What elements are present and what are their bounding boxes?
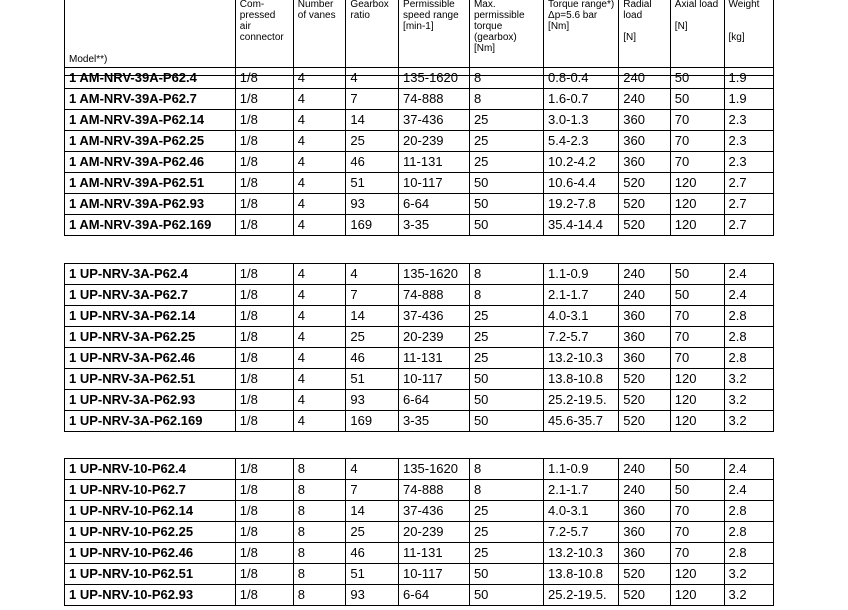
cell-torque-range: 13.2-10.3: [544, 543, 619, 564]
cell-number-of-vanes: 4: [293, 348, 346, 369]
cell-gearbox-ratio: 46: [346, 543, 399, 564]
cell-model: 1 AM-NRV-39A-P62.46: [65, 152, 236, 173]
cell-gearbox-ratio: 4: [346, 68, 399, 89]
cell-axial-load: 120: [670, 390, 724, 411]
cell-number-of-vanes: 8: [293, 585, 346, 606]
cell-speed-range: 74-888: [399, 480, 470, 501]
cell-max-torque: 50: [469, 411, 543, 432]
cell-torque-range: 5.4-2.3: [544, 131, 619, 152]
cell-number-of-vanes: 4: [293, 173, 346, 194]
cell-radial-load: 240: [619, 480, 671, 501]
cell-weight: 2.7: [724, 173, 774, 194]
cell-number-of-vanes: 4: [293, 390, 346, 411]
cell-model: 1 AM-NRV-39A-P62.25: [65, 131, 236, 152]
header-model: Model**): [65, 0, 236, 76]
table-row: [65, 411, 774, 432]
cell-axial-load: 50: [670, 68, 724, 89]
cell-number-of-vanes: 4: [293, 306, 346, 327]
cell-radial-load: 240: [619, 459, 671, 480]
cell-gearbox-ratio: 51: [346, 564, 399, 585]
table-row: [65, 215, 774, 236]
cell-air-connector: 1/8: [235, 369, 293, 390]
cell-air-connector: 1/8: [235, 411, 293, 432]
header-row: [65, 0, 774, 76]
cell-torque-range: 1.1-0.9: [544, 264, 619, 285]
cell-max-torque: 50: [469, 194, 543, 215]
spec-table-group-up-3a: [64, 263, 774, 432]
header-gearbox-ratio: Gearbox ratio: [346, 0, 399, 76]
cell-weight: 2.3: [724, 152, 774, 173]
cell-radial-load: 360: [619, 501, 671, 522]
cell-gearbox-ratio: 51: [346, 173, 399, 194]
cell-radial-load: 360: [619, 543, 671, 564]
cell-gearbox-ratio: 46: [346, 152, 399, 173]
cell-model: 1 UP-NRV-10-P62.7: [65, 480, 236, 501]
cell-max-torque: 8: [469, 264, 543, 285]
header-speed-range: Permissible speed range [min-1]: [399, 0, 470, 76]
cell-axial-load: 120: [670, 215, 724, 236]
cell-axial-load: 70: [670, 501, 724, 522]
cell-max-torque: 25: [469, 110, 543, 131]
cell-radial-load: 240: [619, 68, 671, 89]
cell-air-connector: 1/8: [235, 173, 293, 194]
cell-gearbox-ratio: 51: [346, 369, 399, 390]
cell-torque-range: 13.8-10.8: [544, 369, 619, 390]
table-row: [65, 173, 774, 194]
cell-number-of-vanes: 4: [293, 264, 346, 285]
table-row: [65, 110, 774, 131]
table-row: [65, 480, 774, 501]
cell-gearbox-ratio: 14: [346, 501, 399, 522]
header-max-torque: Max. permissible torque (gearbox) [Nm]: [469, 0, 543, 76]
cell-weight: 2.8: [724, 327, 774, 348]
cell-weight: 2.7: [724, 215, 774, 236]
cell-gearbox-ratio: 169: [346, 215, 399, 236]
table-row: [65, 501, 774, 522]
cell-torque-range: 3.0-1.3: [544, 110, 619, 131]
cell-axial-load: 70: [670, 327, 724, 348]
cell-gearbox-ratio: 14: [346, 110, 399, 131]
cell-number-of-vanes: 4: [293, 327, 346, 348]
table-row: [65, 306, 774, 327]
cell-gearbox-ratio: 46: [346, 348, 399, 369]
cell-model: 1 UP-NRV-3A-P62.14: [65, 306, 236, 327]
cell-torque-range: 1.6-0.7: [544, 89, 619, 110]
cell-gearbox-ratio: 25: [346, 131, 399, 152]
cell-speed-range: 3-35: [399, 215, 470, 236]
cell-max-torque: 8: [469, 285, 543, 306]
cell-speed-range: 74-888: [399, 89, 470, 110]
cell-air-connector: 1/8: [235, 348, 293, 369]
cell-max-torque: 25: [469, 327, 543, 348]
cell-speed-range: 11-131: [399, 543, 470, 564]
cell-number-of-vanes: 4: [293, 89, 346, 110]
cell-air-connector: 1/8: [235, 152, 293, 173]
cell-gearbox-ratio: 4: [346, 264, 399, 285]
cell-radial-load: 520: [619, 215, 671, 236]
cell-max-torque: 25: [469, 522, 543, 543]
cell-air-connector: 1/8: [235, 459, 293, 480]
cell-max-torque: 25: [469, 501, 543, 522]
cell-axial-load: 50: [670, 285, 724, 306]
cell-max-torque: 25: [469, 348, 543, 369]
cell-axial-load: 120: [670, 194, 724, 215]
cell-speed-range: 37-436: [399, 110, 470, 131]
cell-max-torque: 8: [469, 89, 543, 110]
cell-axial-load: 70: [670, 348, 724, 369]
cell-radial-load: 520: [619, 369, 671, 390]
cell-axial-load: 70: [670, 152, 724, 173]
cell-speed-range: 11-131: [399, 348, 470, 369]
cell-radial-load: 520: [619, 173, 671, 194]
cell-axial-load: 120: [670, 411, 724, 432]
cell-axial-load: 50: [670, 480, 724, 501]
cell-air-connector: 1/8: [235, 131, 293, 152]
cell-air-connector: 1/8: [235, 215, 293, 236]
table-row: [65, 543, 774, 564]
cell-speed-range: 37-436: [399, 306, 470, 327]
cell-gearbox-ratio: 7: [346, 89, 399, 110]
cell-model: 1 UP-NRV-10-P62.51: [65, 564, 236, 585]
cell-speed-range: 37-436: [399, 501, 470, 522]
header-axial-load: Axial load [N]: [670, 0, 724, 76]
cell-max-torque: 8: [469, 459, 543, 480]
cell-gearbox-ratio: 25: [346, 522, 399, 543]
cell-air-connector: 1/8: [235, 564, 293, 585]
cell-weight: 2.8: [724, 501, 774, 522]
cell-radial-load: 240: [619, 89, 671, 110]
cell-number-of-vanes: 4: [293, 131, 346, 152]
cell-torque-range: 10.6-4.4: [544, 173, 619, 194]
table-row: [65, 194, 774, 215]
table-row: [65, 89, 774, 110]
spec-table-group-up-10: [64, 458, 774, 606]
cell-max-torque: 50: [469, 564, 543, 585]
table-row: [65, 131, 774, 152]
table-row: [65, 327, 774, 348]
cell-air-connector: 1/8: [235, 110, 293, 131]
cell-number-of-vanes: 4: [293, 411, 346, 432]
cell-max-torque: 50: [469, 390, 543, 411]
cell-torque-range: 4.0-3.1: [544, 306, 619, 327]
cell-weight: 3.2: [724, 369, 774, 390]
cell-radial-load: 520: [619, 194, 671, 215]
cell-air-connector: 1/8: [235, 68, 293, 89]
cell-radial-load: 360: [619, 522, 671, 543]
cell-radial-load: 240: [619, 285, 671, 306]
header-weight: Weight [kg]: [724, 0, 774, 76]
cell-weight: 2.8: [724, 348, 774, 369]
cell-torque-range: 13.8-10.8: [544, 564, 619, 585]
cell-radial-load: 520: [619, 585, 671, 606]
cell-number-of-vanes: 8: [293, 501, 346, 522]
cell-gearbox-ratio: 4: [346, 459, 399, 480]
cell-model: 1 AM-NRV-39A-P62.93: [65, 194, 236, 215]
cell-radial-load: 360: [619, 348, 671, 369]
cell-air-connector: 1/8: [235, 501, 293, 522]
cell-air-connector: 1/8: [235, 89, 293, 110]
cell-torque-range: 0.8-0.4: [544, 68, 619, 89]
cell-air-connector: 1/8: [235, 194, 293, 215]
cell-air-connector: 1/8: [235, 390, 293, 411]
cell-model: 1 UP-NRV-3A-P62.25: [65, 327, 236, 348]
table-row: [65, 369, 774, 390]
cell-air-connector: 1/8: [235, 543, 293, 564]
cell-max-torque: 8: [469, 68, 543, 89]
cell-air-connector: 1/8: [235, 327, 293, 348]
cell-gearbox-ratio: 93: [346, 585, 399, 606]
cell-model: 1 AM-NRV-39A-P62.169: [65, 215, 236, 236]
cell-air-connector: 1/8: [235, 480, 293, 501]
cell-number-of-vanes: 8: [293, 459, 346, 480]
cell-gearbox-ratio: 25: [346, 327, 399, 348]
table-row: [65, 264, 774, 285]
cell-axial-load: 120: [670, 564, 724, 585]
cell-speed-range: 20-239: [399, 131, 470, 152]
header-air-connector: Com- pressed air connector: [235, 0, 293, 76]
cell-number-of-vanes: 4: [293, 369, 346, 390]
cell-number-of-vanes: 4: [293, 152, 346, 173]
cell-axial-load: 70: [670, 131, 724, 152]
cell-max-torque: 50: [469, 369, 543, 390]
cell-max-torque: 50: [469, 215, 543, 236]
cell-model: 1 AM-NRV-39A-P62.14: [65, 110, 236, 131]
cell-weight: 3.2: [724, 585, 774, 606]
cell-gearbox-ratio: 93: [346, 390, 399, 411]
cell-model: 1 UP-NRV-10-P62.46: [65, 543, 236, 564]
cell-model: 1 UP-NRV-3A-P62.46: [65, 348, 236, 369]
cell-axial-load: 120: [670, 173, 724, 194]
cell-weight: 2.4: [724, 459, 774, 480]
cell-radial-load: 360: [619, 110, 671, 131]
cell-max-torque: 25: [469, 306, 543, 327]
cell-torque-range: 13.2-10.3: [544, 348, 619, 369]
cell-air-connector: 1/8: [235, 306, 293, 327]
cell-radial-load: 360: [619, 131, 671, 152]
cell-axial-load: 70: [670, 110, 724, 131]
cell-axial-load: 50: [670, 264, 724, 285]
cell-torque-range: 7.2-5.7: [544, 522, 619, 543]
cell-number-of-vanes: 8: [293, 522, 346, 543]
cell-model: 1 UP-NRV-3A-P62.7: [65, 285, 236, 306]
cell-model: 1 AM-NRV-39A-P62.51: [65, 173, 236, 194]
cell-model: 1 UP-NRV-10-P62.14: [65, 501, 236, 522]
cell-axial-load: 70: [670, 522, 724, 543]
cell-number-of-vanes: 8: [293, 543, 346, 564]
spec-table-header: [64, 0, 774, 76]
cell-speed-range: 6-64: [399, 585, 470, 606]
cell-speed-range: 135-1620: [399, 68, 470, 89]
cell-axial-load: 120: [670, 585, 724, 606]
cell-model: 1 UP-NRV-3A-P62.93: [65, 390, 236, 411]
cell-torque-range: 4.0-3.1: [544, 501, 619, 522]
cell-speed-range: 6-64: [399, 390, 470, 411]
cell-weight: 3.2: [724, 411, 774, 432]
table-row: [65, 390, 774, 411]
cell-radial-load: 360: [619, 327, 671, 348]
cell-air-connector: 1/8: [235, 285, 293, 306]
cell-air-connector: 1/8: [235, 264, 293, 285]
cell-radial-load: 360: [619, 152, 671, 173]
header-torque-range: Torque range*) Δp=5.6 bar [Nm]: [544, 0, 619, 76]
table-row: [65, 348, 774, 369]
cell-speed-range: 10-117: [399, 369, 470, 390]
cell-number-of-vanes: 4: [293, 194, 346, 215]
cell-torque-range: 1.1-0.9: [544, 459, 619, 480]
cell-torque-range: 7.2-5.7: [544, 327, 619, 348]
cell-axial-load: 50: [670, 459, 724, 480]
cell-radial-load: 240: [619, 264, 671, 285]
cell-speed-range: 6-64: [399, 194, 470, 215]
cell-number-of-vanes: 4: [293, 215, 346, 236]
cell-max-torque: 25: [469, 543, 543, 564]
table-row: [65, 585, 774, 606]
table-row: [65, 459, 774, 480]
table-row: [65, 68, 774, 89]
cell-model: 1 UP-NRV-10-P62.93: [65, 585, 236, 606]
cell-gearbox-ratio: 7: [346, 285, 399, 306]
cell-speed-range: 20-239: [399, 522, 470, 543]
cell-number-of-vanes: 8: [293, 480, 346, 501]
cell-max-torque: 50: [469, 173, 543, 194]
cell-weight: 2.4: [724, 480, 774, 501]
cell-gearbox-ratio: 14: [346, 306, 399, 327]
header-radial-load: Radial load [N]: [619, 0, 671, 76]
cell-model: 1 UP-NRV-10-P62.25: [65, 522, 236, 543]
cell-axial-load: 70: [670, 543, 724, 564]
cell-speed-range: 135-1620: [399, 459, 470, 480]
cell-torque-range: 25.2-19.5.: [544, 585, 619, 606]
cell-gearbox-ratio: 7: [346, 480, 399, 501]
cell-weight: 3.2: [724, 564, 774, 585]
cell-weight: 2.3: [724, 131, 774, 152]
cell-torque-range: 35.4-14.4: [544, 215, 619, 236]
cell-radial-load: 520: [619, 390, 671, 411]
cell-model: 1 UP-NRV-3A-P62.4: [65, 264, 236, 285]
cell-torque-range: 2.1-1.7: [544, 285, 619, 306]
cell-model: 1 AM-NRV-39A-P62.7: [65, 89, 236, 110]
cell-model: 1 UP-NRV-3A-P62.51: [65, 369, 236, 390]
cell-air-connector: 1/8: [235, 585, 293, 606]
cell-weight: 3.2: [724, 390, 774, 411]
cell-number-of-vanes: 8: [293, 564, 346, 585]
cell-max-torque: 25: [469, 152, 543, 173]
spec-table-group-am: [64, 67, 774, 236]
cell-number-of-vanes: 4: [293, 68, 346, 89]
cell-speed-range: 10-117: [399, 564, 470, 585]
cell-weight: 2.4: [724, 285, 774, 306]
header-number-of-vanes: Number of vanes: [293, 0, 346, 76]
cell-gearbox-ratio: 169: [346, 411, 399, 432]
cell-weight: 2.8: [724, 306, 774, 327]
cell-model: 1 UP-NRV-3A-P62.169: [65, 411, 236, 432]
cell-model: 1 UP-NRV-10-P62.4: [65, 459, 236, 480]
cell-air-connector: 1/8: [235, 522, 293, 543]
cell-speed-range: 3-35: [399, 411, 470, 432]
cell-axial-load: 70: [670, 306, 724, 327]
cell-max-torque: 25: [469, 131, 543, 152]
cell-weight: 2.8: [724, 522, 774, 543]
cell-speed-range: 11-131: [399, 152, 470, 173]
cell-axial-load: 120: [670, 369, 724, 390]
cell-weight: 1.9: [724, 89, 774, 110]
cell-model: 1 AM-NRV-39A-P62.4: [65, 68, 236, 89]
table-row: [65, 152, 774, 173]
cell-number-of-vanes: 4: [293, 110, 346, 131]
cell-speed-range: 135-1620: [399, 264, 470, 285]
cell-number-of-vanes: 4: [293, 285, 346, 306]
cell-torque-range: 10.2-4.2: [544, 152, 619, 173]
cell-max-torque: 8: [469, 480, 543, 501]
cell-radial-load: 520: [619, 564, 671, 585]
cell-radial-load: 520: [619, 411, 671, 432]
cell-weight: 2.7: [724, 194, 774, 215]
cell-weight: 1.9: [724, 68, 774, 89]
cell-radial-load: 360: [619, 306, 671, 327]
cell-torque-range: 2.1-1.7: [544, 480, 619, 501]
cell-torque-range: 45.6-35.7: [544, 411, 619, 432]
table-row: [65, 285, 774, 306]
cell-weight: 2.3: [724, 110, 774, 131]
cell-weight: 2.8: [724, 543, 774, 564]
cell-gearbox-ratio: 93: [346, 194, 399, 215]
cell-weight: 2.4: [724, 264, 774, 285]
table-row: [65, 522, 774, 543]
cell-speed-range: 74-888: [399, 285, 470, 306]
cell-max-torque: 50: [469, 585, 543, 606]
cell-torque-range: 19.2-7.8: [544, 194, 619, 215]
cell-speed-range: 10-117: [399, 173, 470, 194]
cell-torque-range: 25.2-19.5.: [544, 390, 619, 411]
table-row: [65, 564, 774, 585]
cell-speed-range: 20-239: [399, 327, 470, 348]
cell-axial-load: 50: [670, 89, 724, 110]
